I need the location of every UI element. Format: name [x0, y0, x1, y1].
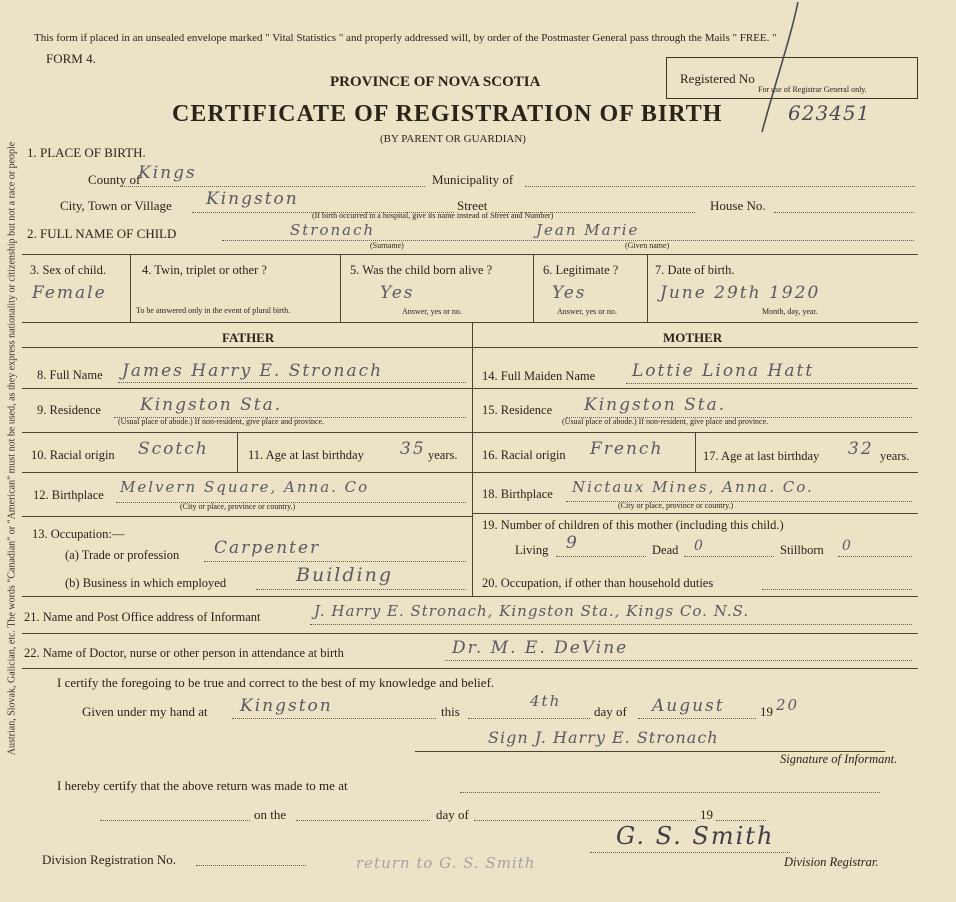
- page-subtitle: (BY PARENT OR GUARDIAN): [380, 133, 526, 145]
- dead-label: Dead: [652, 543, 679, 557]
- line: [716, 820, 766, 821]
- dead-value: 0: [694, 538, 705, 554]
- mother-age-value: 32: [848, 439, 874, 459]
- father-racial-label: 10. Racial origin: [31, 448, 115, 462]
- house-line: [774, 212, 914, 213]
- business-value: Building: [296, 564, 393, 586]
- stamped-number: 623451: [788, 101, 871, 125]
- stillborn-value: 0: [842, 538, 853, 554]
- day-value: 4th: [530, 692, 562, 710]
- on-the-label: on the: [254, 807, 287, 822]
- rule: [22, 388, 472, 389]
- child-name-line: [222, 240, 914, 241]
- side-margin-note: Austrian, Slovak, Galician, etc. The words "Canadian" or "American" must not be used, as they express nationality or citizenship but not a race or people: [6, 141, 18, 756]
- date-label: 7. Date of birth.: [655, 263, 735, 277]
- year-prefix: 19: [760, 704, 773, 719]
- mother-residence-value: Kingston Sta.: [584, 395, 727, 415]
- mother-racial-label: 16. Racial origin: [482, 448, 566, 462]
- informant-signature: Sign J. Harry E. Stronach: [488, 728, 719, 747]
- postal-notice: This form if placed in an unsealed envelope marked " Vital Statistics " and properly addressed will, by order of the Postmaster General pass through the Mails " FREE. ": [34, 32, 777, 44]
- doctor-label: 22. Name of Doctor, nurse or other person in attendance at birth: [24, 646, 344, 660]
- line: [460, 792, 880, 793]
- line: [310, 624, 912, 625]
- rule: [22, 633, 918, 634]
- twin-note: To be answered only in the event of plural birth.: [136, 306, 291, 315]
- registrar-signature: G. S. Smith: [616, 822, 775, 850]
- registrar-day-of-label: day of: [436, 807, 469, 822]
- county-value: Kings: [138, 163, 197, 183]
- return-text: I hereby certify that the above return was made to me at: [57, 778, 348, 793]
- year-suffix: 20: [776, 696, 800, 714]
- sex-label: 3. Sex of child.: [30, 263, 107, 277]
- form-number: FORM 4.: [46, 51, 96, 66]
- mother-racial-value: French: [590, 439, 664, 459]
- alive-note: Answer, yes or no.: [402, 307, 462, 316]
- doctor-value: Dr. M. E. DeVine: [452, 638, 629, 658]
- line: [204, 561, 466, 562]
- father-age-unit: years.: [428, 448, 458, 462]
- informant-value: J. Harry E. Stronach, Kingston Sta., Kings Co. N.S.: [314, 602, 750, 620]
- county-line: [120, 186, 425, 187]
- date-value: June 29th 1920: [660, 283, 821, 303]
- living-label: Living: [515, 543, 549, 557]
- father-birthplace-value: Melvern Square, Anna. Co: [120, 478, 370, 496]
- legitimate-value: Yes: [552, 283, 587, 303]
- rule: [22, 472, 472, 473]
- divider: [130, 254, 131, 322]
- rule: [22, 347, 472, 348]
- line: [638, 718, 756, 719]
- this-label: this: [441, 704, 460, 719]
- house-label: House No.: [710, 198, 766, 213]
- pen-stroke: [740, 0, 810, 140]
- child-name-label: 2. FULL NAME OF CHILD: [27, 226, 177, 241]
- divider: [237, 432, 238, 472]
- father-name-value: James Harry E. Stronach: [122, 361, 384, 381]
- child-surname: Stronach: [290, 221, 376, 239]
- returned-note: return to G. S. Smith: [356, 854, 536, 872]
- father-birthplace-label: 12. Birthplace: [33, 488, 104, 502]
- city-value: Kingston: [206, 189, 299, 209]
- given-caption: (Given name): [625, 241, 670, 250]
- trade-label: (a) Trade or profession: [65, 548, 180, 562]
- line: [762, 589, 912, 590]
- living-value: 9: [566, 533, 579, 553]
- child-given-name: Jean Marie: [536, 221, 640, 239]
- father-age-value: 35: [400, 439, 426, 459]
- line: [838, 556, 912, 557]
- given-place: Kingston: [240, 696, 333, 716]
- line: [196, 865, 306, 866]
- date-note: Month, day, year.: [762, 307, 818, 316]
- rule: [22, 596, 918, 597]
- twin-label: 4. Twin, triplet or other ?: [142, 263, 267, 277]
- signature-caption: Signature of Informant.: [780, 752, 898, 766]
- mother-residence-label: 15. Residence: [482, 403, 553, 417]
- divider: [533, 254, 534, 322]
- rule: [22, 668, 918, 669]
- mother-name-value: Lottie Liona Hatt: [632, 361, 815, 381]
- trade-value: Carpenter: [214, 538, 321, 558]
- certify-text: I certify the foregoing to be true and correct to the best of my knowledge and belief.: [57, 675, 495, 690]
- day-of-label: day of: [594, 704, 627, 719]
- place-of-birth-heading: 1. PLACE OF BIRTH.: [27, 145, 146, 160]
- mother-age-label: 17. Age at last birthday: [703, 449, 820, 463]
- division-no-label: Division Registration No.: [42, 852, 176, 867]
- line: [296, 820, 430, 821]
- rule: [472, 472, 918, 473]
- city-label: City, Town or Village: [60, 198, 172, 213]
- registrar-year-prefix: 19: [700, 807, 713, 822]
- divider: [340, 254, 341, 322]
- father-heading: FATHER: [222, 330, 275, 345]
- stillborn-label: Stillborn: [780, 543, 824, 557]
- divider: [647, 254, 648, 322]
- alive-label: 5. Was the child born alive ?: [350, 263, 493, 277]
- rule: [22, 322, 918, 323]
- given-label: Given under my hand at: [82, 704, 208, 719]
- rule: [22, 516, 472, 517]
- children-label: 19. Number of children of this mother (including this child.): [482, 518, 784, 532]
- line: [626, 383, 912, 384]
- mother-birthplace-label: 18. Birthplace: [482, 487, 553, 501]
- divider: [695, 432, 696, 472]
- line: [445, 660, 912, 661]
- rule: [472, 388, 918, 389]
- mother-heading: MOTHER: [663, 330, 723, 345]
- page-title: CERTIFICATE OF REGISTRATION OF BIRTH: [172, 101, 723, 127]
- registrar-caption: Division Registrar.: [784, 855, 879, 869]
- father-birthplace-note: (City or place, province or country.): [180, 502, 296, 511]
- mother-birthplace-value: Nictaux Mines, Anna. Co.: [572, 478, 814, 496]
- registered-label: Registered No: [680, 71, 755, 86]
- street-label: Street: [457, 198, 488, 213]
- informant-label: 21. Name and Post Office address of Informant: [24, 610, 261, 624]
- line: [556, 556, 646, 557]
- mother-age-unit: years.: [880, 449, 910, 463]
- father-residence-label: 9. Residence: [37, 403, 101, 417]
- legitimate-label: 6. Legitimate ?: [543, 263, 619, 277]
- parents-divider: [472, 322, 473, 596]
- hospital-note: (If birth occurred in a hospital, give its name instead of Street and Number): [312, 211, 554, 220]
- rule: [22, 432, 472, 433]
- occupation-label: 13. Occupation:—: [32, 527, 125, 541]
- father-age-label: 11. Age at last birthday: [248, 448, 364, 462]
- mother-birthplace-note: (City or place, province or country.): [618, 501, 734, 510]
- sex-value: Female: [32, 283, 107, 303]
- county-label: County of: [88, 172, 141, 187]
- father-residence-note: (Usual place of abode.) If non-resident, give place and province.: [118, 417, 325, 426]
- mother-residence-note: (Usual place of abode.) If non-resident, give place and province.: [562, 417, 769, 426]
- mother-name-label: 14. Full Maiden Name: [482, 369, 596, 383]
- registered-note: For use of Registrar General only.: [758, 85, 867, 94]
- rule: [22, 254, 918, 255]
- line: [684, 556, 774, 557]
- rule: [472, 513, 918, 514]
- line: [468, 718, 590, 719]
- rule: [472, 347, 918, 348]
- business-label: (b) Business in which employed: [65, 576, 227, 590]
- father-racial-value: Scotch: [138, 439, 209, 459]
- line: [256, 589, 466, 590]
- legitimate-note: Answer, yes or no.: [557, 307, 617, 316]
- father-residence-value: Kingston Sta.: [140, 395, 283, 415]
- municipality-label: Municipality of: [432, 172, 514, 187]
- province-heading: PROVINCE OF NOVA SCOTIA: [330, 74, 541, 90]
- line: [100, 820, 250, 821]
- line: [474, 820, 696, 821]
- alive-value: Yes: [380, 283, 415, 303]
- line: [118, 382, 466, 383]
- line: [232, 718, 436, 719]
- month-value: August: [652, 696, 725, 716]
- municipality-line: [525, 186, 915, 187]
- father-name-label: 8. Full Name: [37, 368, 103, 382]
- mother-occupation-label: 20. Occupation, if other than household duties: [482, 576, 714, 590]
- surname-caption: (Surname): [370, 241, 404, 250]
- line: [590, 852, 790, 853]
